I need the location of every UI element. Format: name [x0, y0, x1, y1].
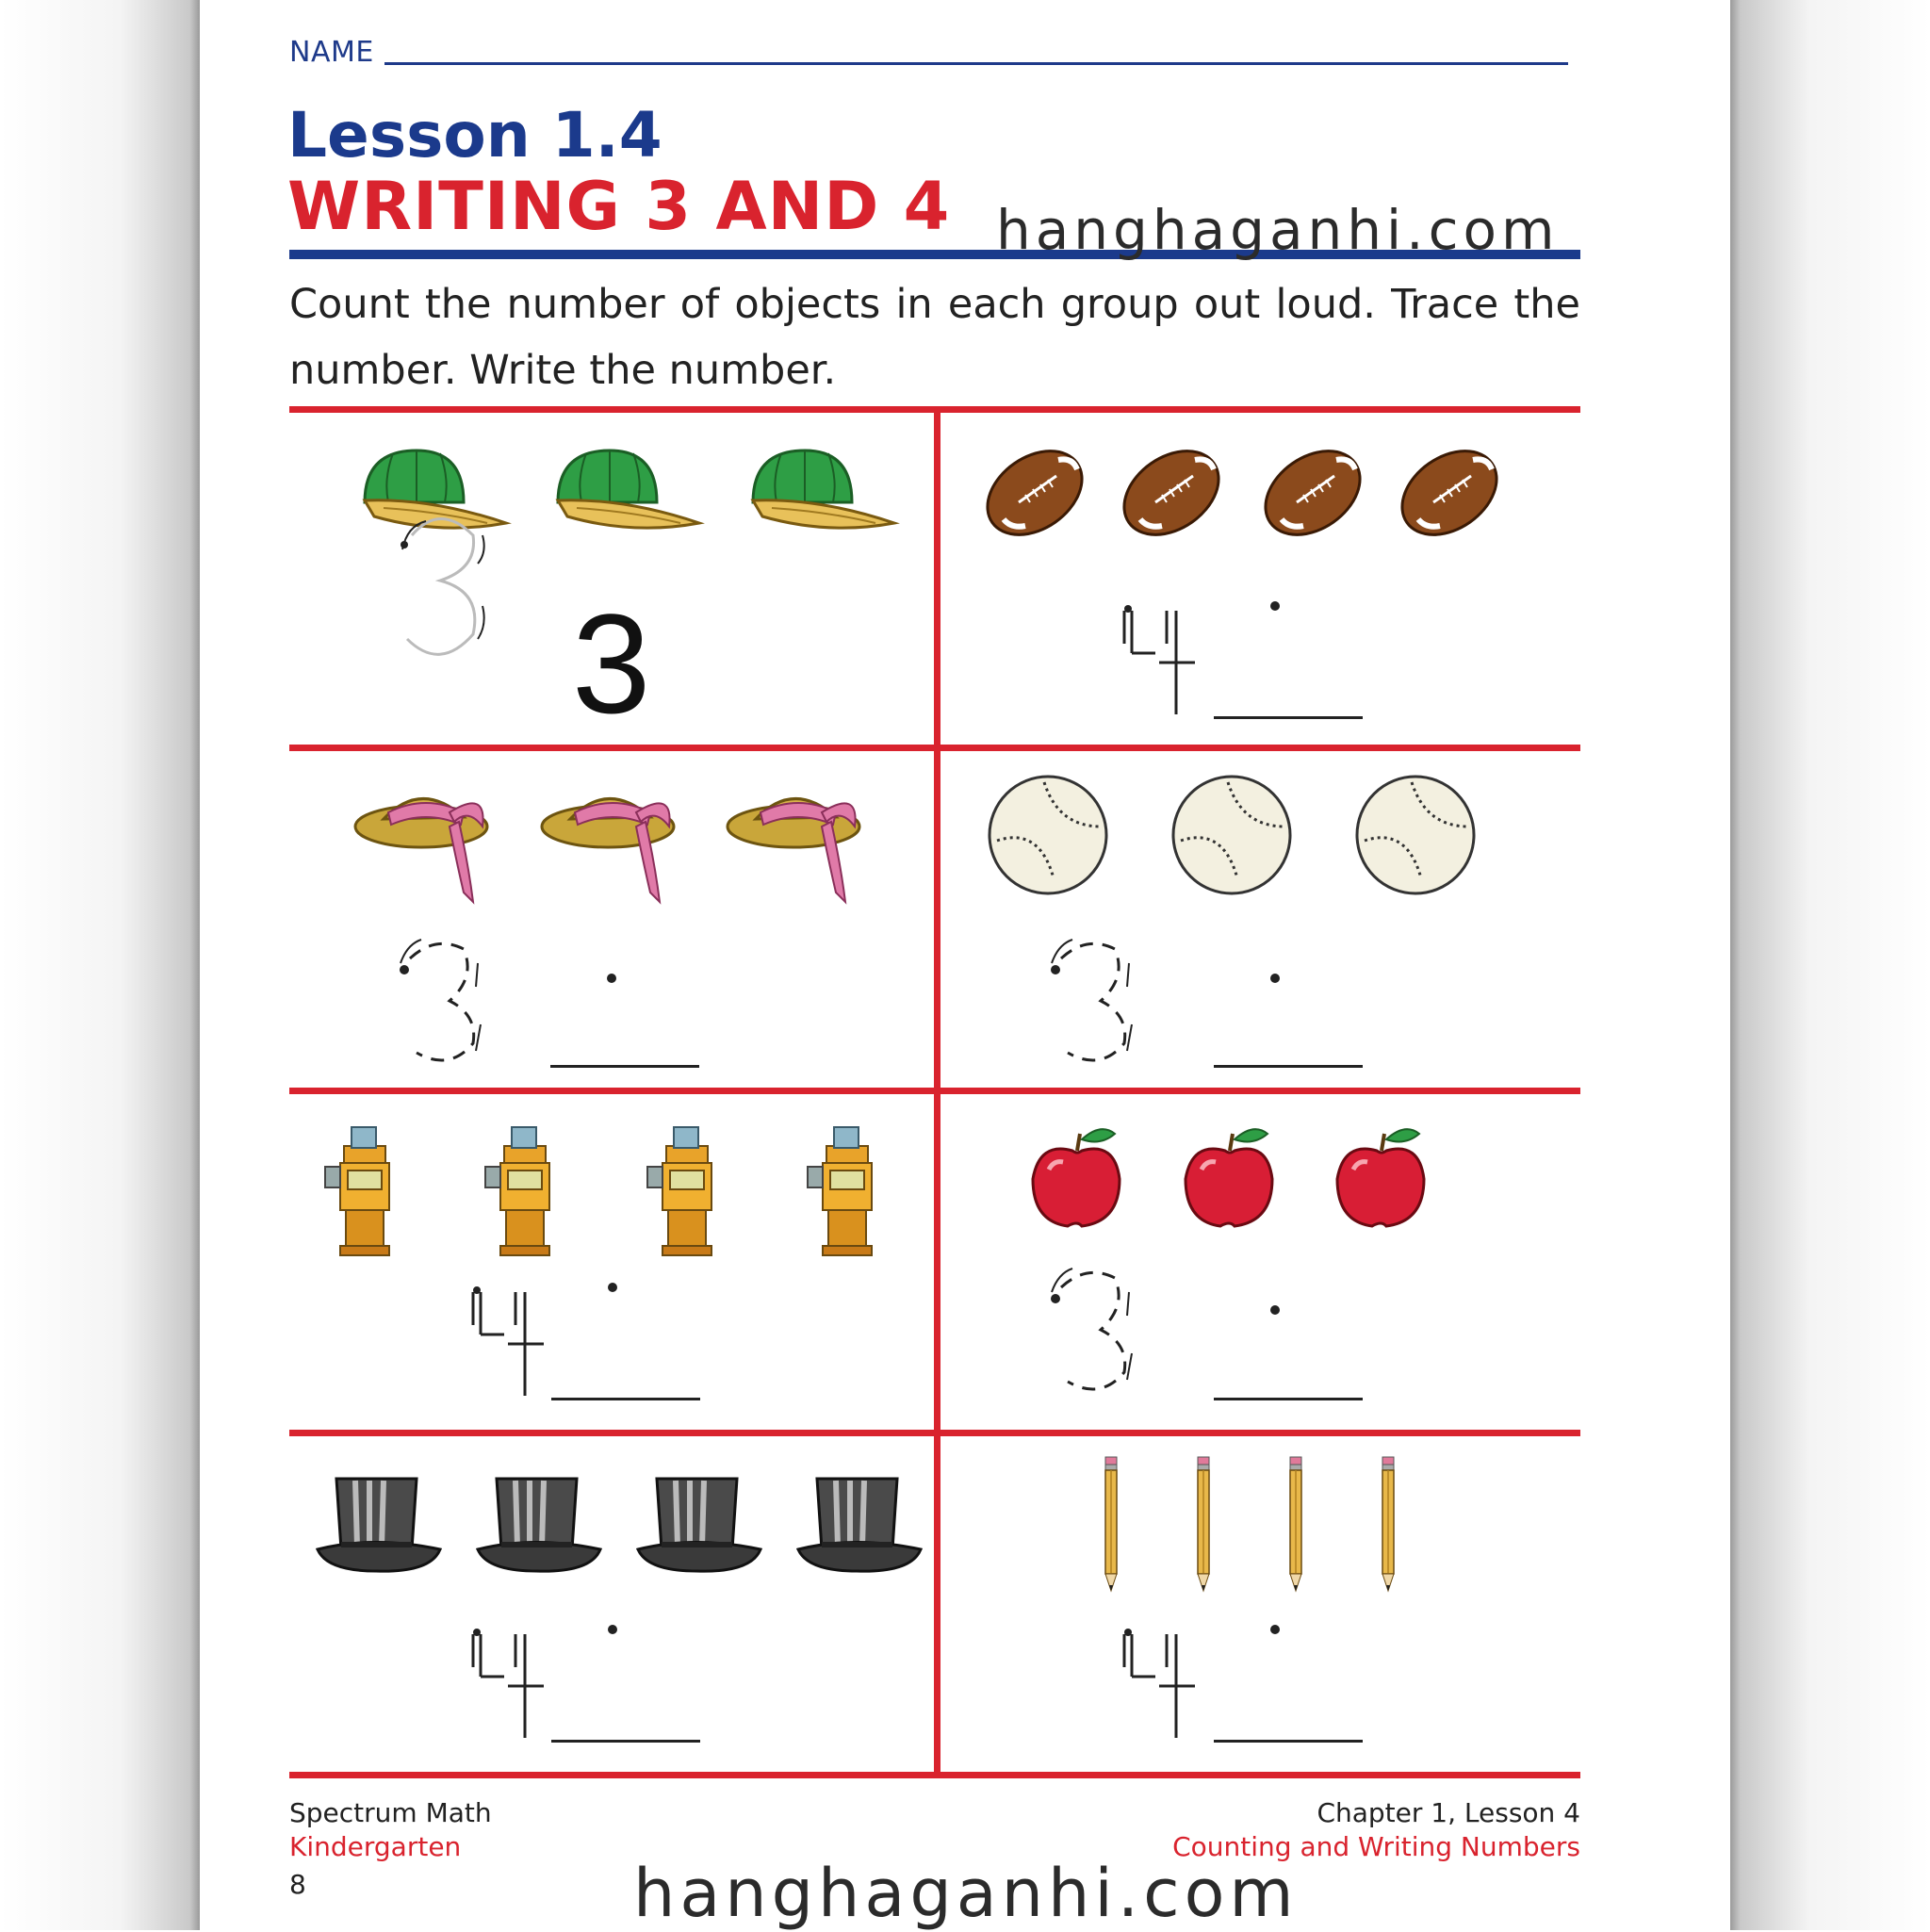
trace-4-guide[interactable]	[940, 1436, 1580, 1772]
answer-line[interactable]	[550, 1065, 699, 1068]
watermark-top: hanghaganhi.com	[996, 198, 1560, 262]
trace-4-guide[interactable]	[940, 413, 1580, 745]
name-line[interactable]	[384, 62, 1568, 65]
right-shadow	[1730, 0, 1930, 1930]
worksheet-page	[200, 0, 1730, 1930]
answer-start-dot	[1270, 974, 1280, 983]
answer-line[interactable]	[551, 1398, 700, 1400]
left-shadow	[0, 0, 200, 1930]
answer-start-dot	[1270, 1625, 1280, 1634]
answer-start-dot	[608, 1283, 617, 1292]
watermark-bottom: hanghaganhi.com	[633, 1855, 1299, 1932]
answer-start-dot	[1270, 1305, 1280, 1315]
trace-4-guide[interactable]	[289, 1094, 934, 1430]
lesson-title: WRITING 3 AND 4	[287, 168, 951, 245]
trace-3-guide[interactable]	[289, 751, 934, 1088]
written-answer[interactable]: 3	[572, 584, 651, 743]
footer-series: Spectrum Math	[289, 1797, 492, 1828]
trace-3-guide[interactable]	[940, 1094, 1580, 1430]
answer-start-dot	[1270, 601, 1280, 611]
footer-left	[289, 1796, 492, 1864]
cell-apples	[940, 1094, 1580, 1430]
grid-divider	[934, 409, 940, 1776]
cell-footballs	[940, 413, 1580, 745]
cell-caps	[289, 413, 934, 745]
answer-line[interactable]	[1214, 1740, 1363, 1743]
trace-3-guide[interactable]	[940, 751, 1580, 1088]
answer-start-dot	[608, 1625, 617, 1634]
name-label: NAME	[289, 36, 374, 69]
cell-baseballs	[940, 751, 1580, 1088]
cell-robots	[289, 1094, 934, 1430]
answer-start-dot	[607, 974, 616, 983]
cell-pencils	[940, 1436, 1580, 1772]
answer-line[interactable]	[1214, 1065, 1363, 1068]
trace-4-guide[interactable]	[289, 1436, 934, 1772]
cell-sunhats	[289, 751, 934, 1088]
instructions: Count the number of objects in each group out loud. Trace the number. Write the number.	[289, 281, 1580, 394]
answer-line[interactable]	[1214, 1398, 1363, 1400]
page-number: 8	[289, 1869, 306, 1900]
footer-grade: Kindergarten	[289, 1831, 462, 1862]
cell-tophats	[289, 1436, 934, 1772]
answer-line[interactable]	[551, 1740, 700, 1743]
footer-chapter: Chapter 1, Lesson 4	[1317, 1797, 1580, 1828]
answer-line[interactable]	[1214, 716, 1363, 719]
footer-topic: Counting and Writing Numbers	[1172, 1831, 1580, 1862]
lesson-number: Lesson 1.4	[287, 99, 662, 172]
